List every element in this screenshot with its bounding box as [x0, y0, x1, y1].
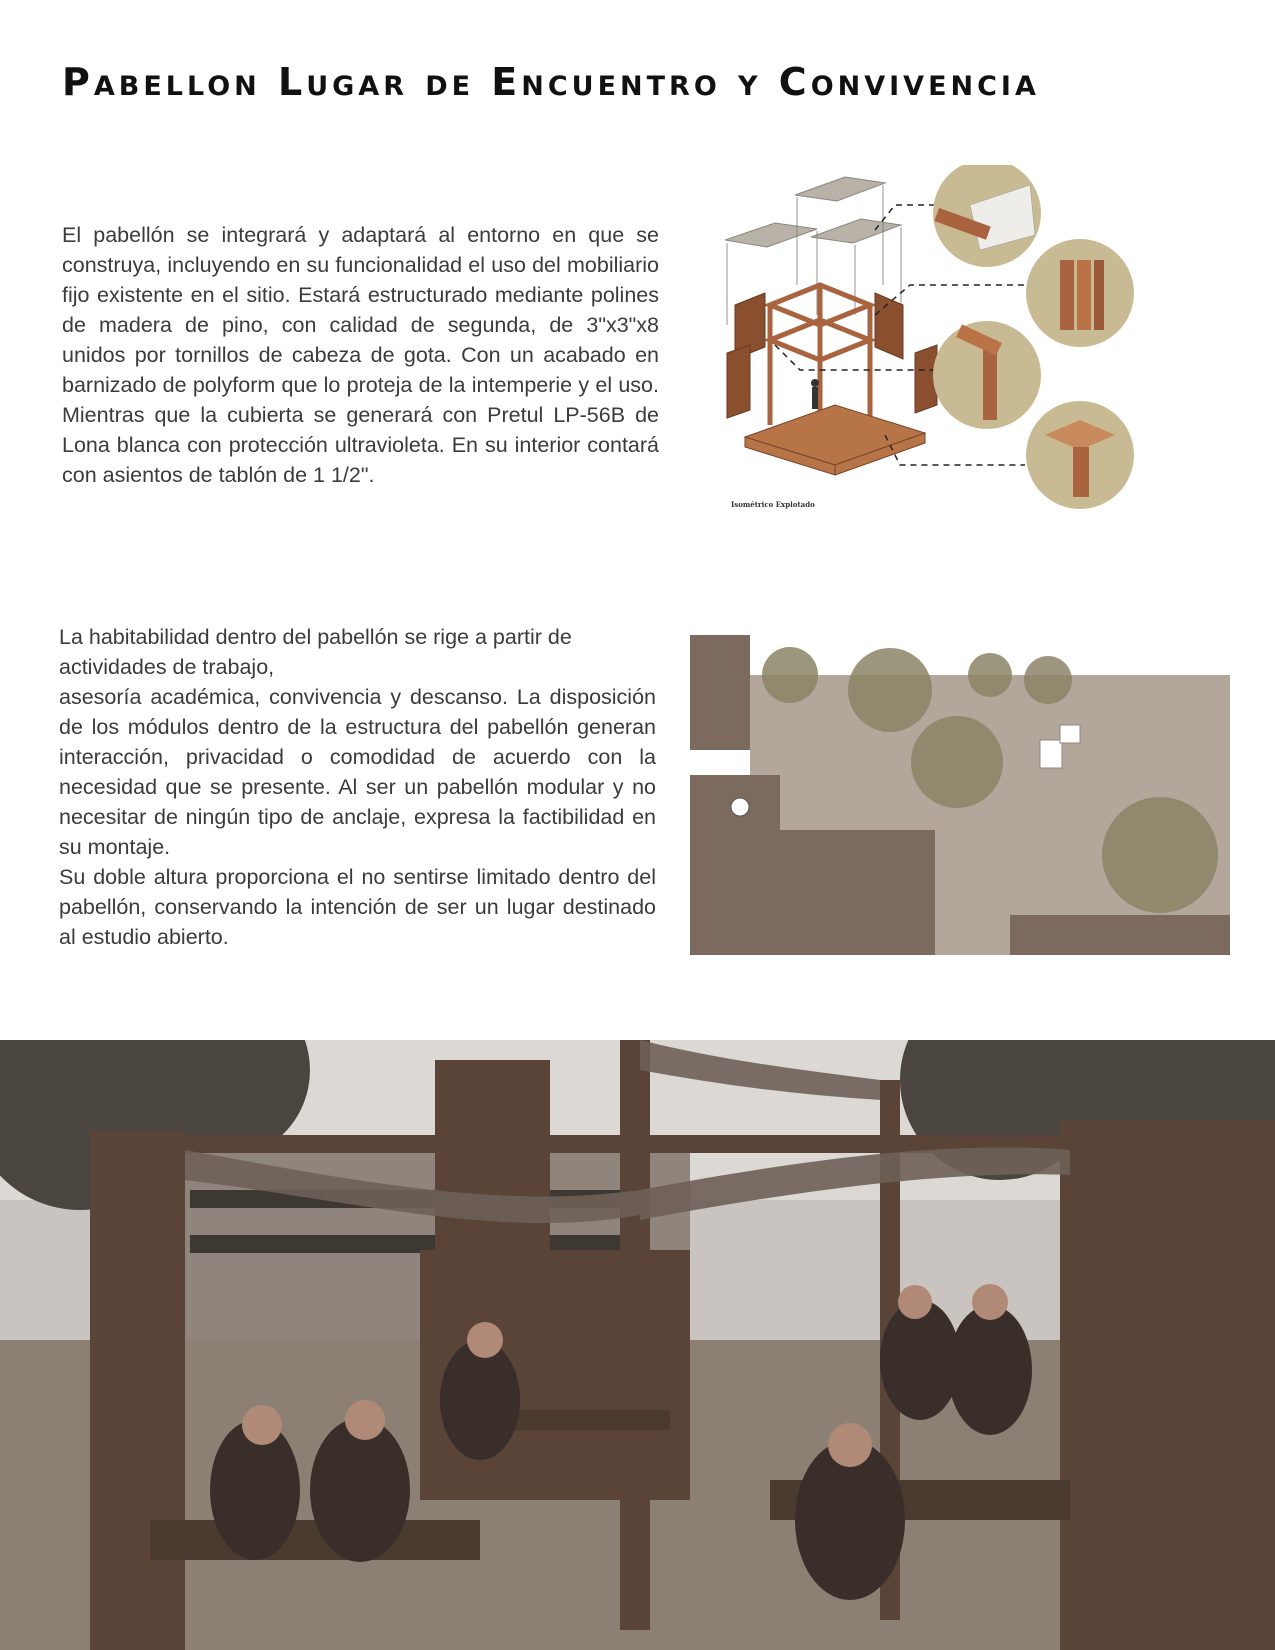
habitability-body-1: asesoría académica, convivencia y descanso. La disposición de los módulos dentro de la estructura del pabellón generan interacción, privacidad o comodidad de acuerdo con la necesidad que se presente. Al ser un pabellón modular y no necesitar de ningún tipo de anclaje, expresa la factibilidad en su montaje.	[59, 685, 656, 859]
plan-building	[1010, 915, 1230, 955]
plan-building	[690, 635, 750, 750]
habitability-paragraph	[59, 622, 656, 952]
page-title: Pabellon Lugar de Encuentro y Convivencia	[62, 60, 1040, 104]
site-plan	[690, 635, 1230, 955]
habitability-body-2: Su doble altura proporciona el no sentirse limitado dentro del pabellón, conservando la intención de ser un lugar destinado al estudio abierto.	[59, 865, 656, 949]
description-paragraph: El pabellón se integrará y adaptará al entorno en que se construya, incluyendo en su funcionalidad el uso del mobiliario fijo existente en el sitio. Estará estructurado mediante polines de madera de pino, con calidad de segunda, de 3"x3"x8 unidos por tornillos de cabeza de gota. Con un acabado en barnizado de polyform que lo proteja de la intemperie y el uso. Mientras que la cubierta se generará con Pretul LP-56B de Lona blanca con protección ultravioleta. En su interior contará con asientos de tablón de 1 1/2".	[62, 223, 659, 487]
person-figure	[811, 379, 819, 409]
exploded-isometric-diagram	[725, 165, 1195, 535]
diagram-caption: Isométrico Explotado	[731, 500, 815, 509]
detail-circle-corner	[933, 321, 1041, 429]
plan-building	[740, 830, 935, 955]
detail-circle-fabric	[933, 165, 1041, 267]
habitability-line-2: actividades de trabajo,	[59, 655, 275, 679]
pavilion-render	[0, 1040, 1275, 1650]
detail-circle-base	[1026, 401, 1134, 509]
detail-circle-joint	[1026, 239, 1134, 347]
habitability-line-1: La habitabilidad dentro del pabellón se rige a partir de	[59, 625, 572, 649]
canopy-panels	[725, 177, 901, 247]
